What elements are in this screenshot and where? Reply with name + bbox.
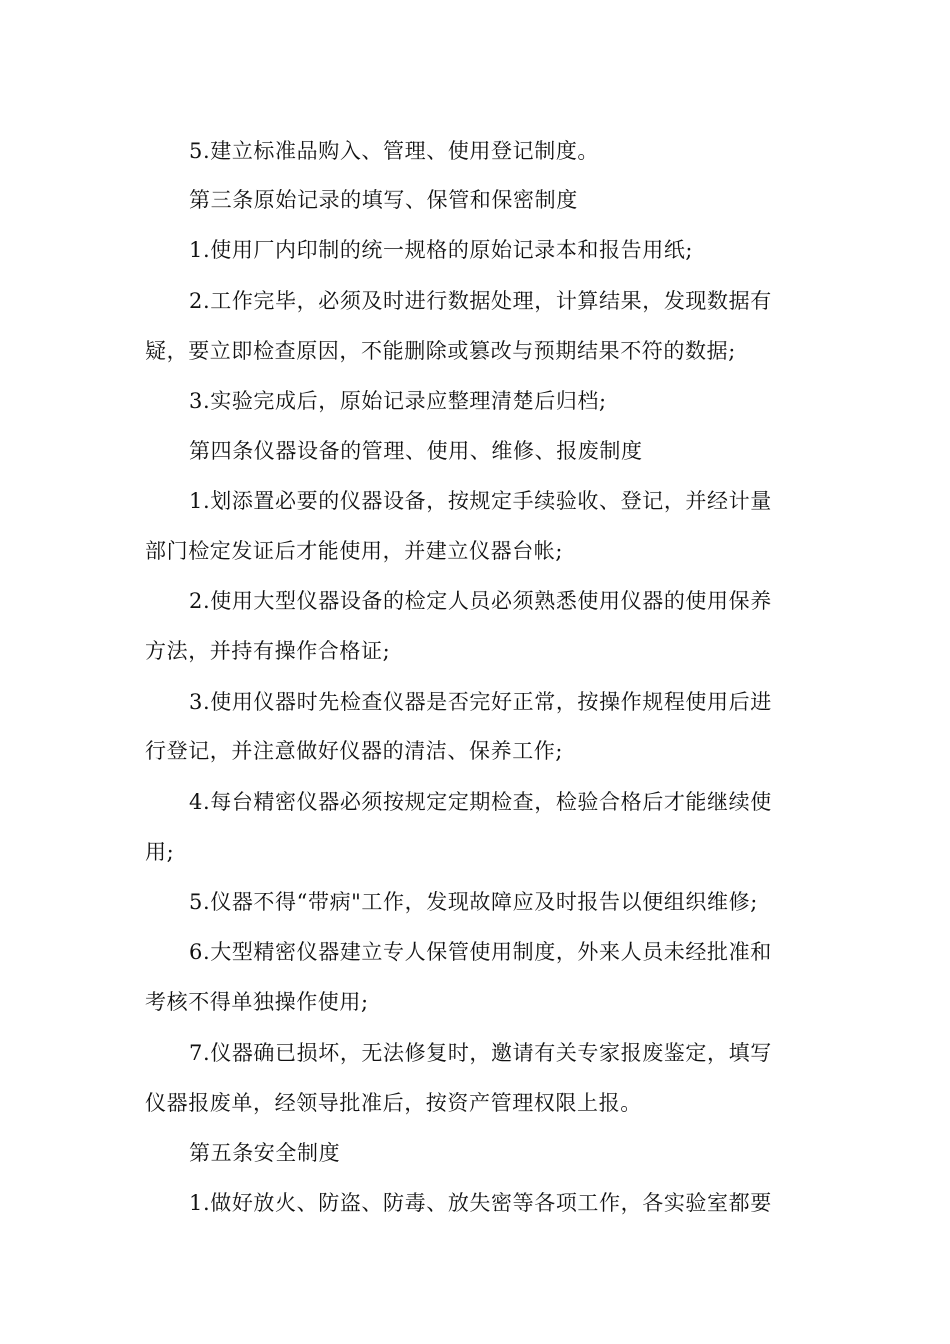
list-item-7-scrapping: 7.仪器确已损坏，无法修复时，邀请有关专家报废鉴定，填写 [189,1041,772,1065]
list-item-5-fault-reporting: 5.仪器不得“带病"工作，发现故障应及时报告以便组织维修; [189,890,758,914]
list-item-2-data-processing: 2.工作完毕，必须及时进行数据处理，计算结果，发现数据有 [189,289,772,313]
section-heading-article-5: 第五条安全制度 [189,1141,341,1165]
section-heading-article-3: 第三条原始记录的填写、保管和保密制度 [189,188,578,212]
list-item-1-safety-work: 1.做好放火、防盗、防毒、放失密等各项工作，各实验室都要 [189,1191,772,1215]
list-item-4-periodic-inspection: 4.每台精密仪器必须按规定定期检查，检验合格后才能继续使 [189,790,772,814]
list-item-3-check-continuation: 行登记，并注意做好仪器的清洁、保养工作; [145,739,564,763]
list-item-1-continuation: 部门检定发证后才能使用，并建立仪器台帐; [145,539,564,563]
list-item-3-instrument-check: 3.使用仪器时先检查仪器是否完好正常，按操作规程使用后进 [189,690,772,714]
list-item-3-archive: 3.实验完成后，原始记录应整理清楚后归档; [189,389,607,413]
section-heading-article-4: 第四条仪器设备的管理、使用、维修、报废制度 [189,439,643,463]
list-item-7-continuation: 仪器报废单，经领导批准后，按资产管理权限上报。 [145,1091,642,1115]
list-item-6-custodian-system: 6.大型精密仪器建立专人保管使用制度，外来人员未经批准和 [189,940,772,964]
list-item-2-continuation: 疑，要立即检查原因，不能删除或篡改与预期结果不符的数据; [145,339,736,363]
list-item-6-continuation: 考核不得单独操作使用; [145,990,369,1014]
list-item-4-continuation: 用; [145,840,175,864]
list-item-1-record-book: 1.使用厂内印制的统一规格的原始记录本和报告用纸; [189,238,694,262]
list-item-1-equipment-acceptance: 1.划添置必要的仪器设备，按规定手续验收、登记，并经计量 [189,489,772,513]
list-item-2-operators-continuation: 方法，并持有操作合格证; [145,639,391,663]
list-item-2-large-instrument-operators: 2.使用大型仪器设备的检定人员必须熟悉使用仪器的使用保养 [189,589,772,613]
list-item-5-standard-registration: 5.建立标准品购入、管理、使用登记制度。 [189,139,600,163]
